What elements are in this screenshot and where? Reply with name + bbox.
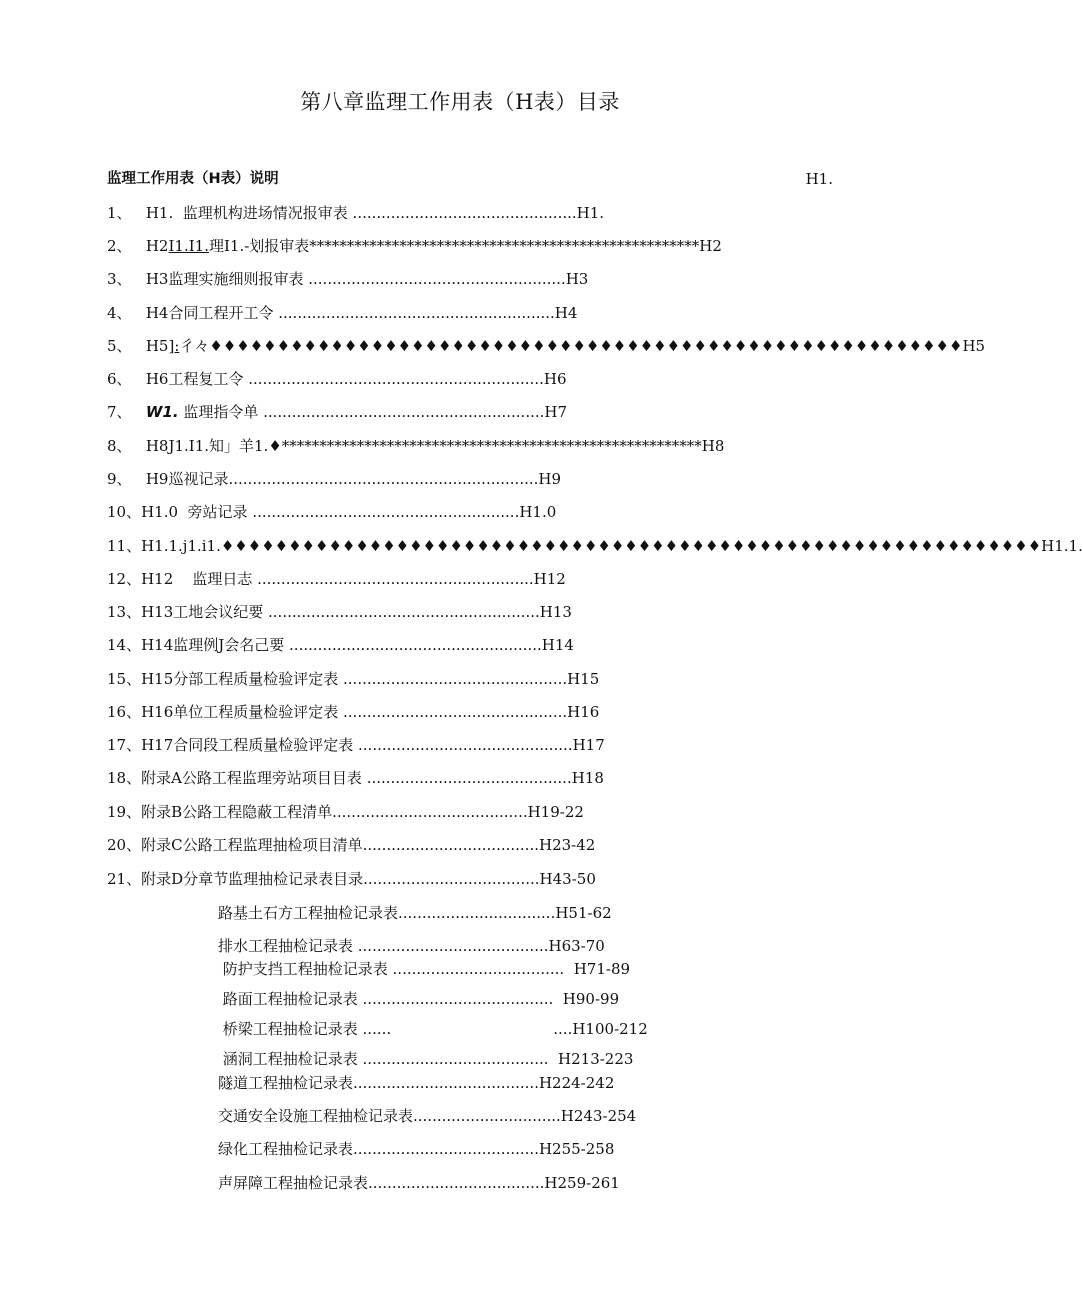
toc-entry-text: 17、H17合同段工程质量检验评定表 .............................................H17 [107, 736, 605, 754]
toc-entry-text: 19、附录B公路工程隐蔽工程清单.........................................H19-22 [107, 803, 584, 821]
toc-subentry-text: 路面工程抽检记录表 ........................................ H90-99 [218, 990, 620, 1008]
toc-entry[interactable] [107, 401, 815, 423]
toc-entry-text: 16、H16单位工程质量检验评定表 ...............................................H16 [107, 703, 600, 721]
toc-subentry[interactable] [218, 1018, 818, 1040]
toc-entry-text: 21、附录D分章节监理抽检记录表目录.....................................H43-50 [107, 870, 596, 888]
toc-entry[interactable] [107, 668, 815, 690]
page-title: 第八章监理工作用表（H表）目录 [300, 90, 620, 114]
toc-subentry[interactable] [218, 1138, 814, 1160]
toc-entry-ital: W1. [145, 403, 179, 421]
toc-entry[interactable] [107, 834, 815, 856]
toc-entry[interactable] [107, 235, 797, 257]
toc-entry-pre: 7、 [107, 403, 146, 421]
toc-entry-text [107, 335, 985, 357]
toc-entry-under: I1.I1. [168, 237, 209, 255]
toc-subentry-text: 排水工程抽检记录表 ........................................H63-70 [218, 937, 605, 955]
toc-subentry[interactable] [218, 935, 814, 957]
toc-entry-text: 10、H1.0 旁站记录 ........................................................H1.0 [107, 503, 557, 521]
toc-entry[interactable] [107, 868, 815, 890]
toc-subentry[interactable] [218, 1172, 814, 1194]
toc-subentry[interactable] [218, 1072, 814, 1094]
toc-subentry-text: 路基土石方工程抽检记录表.................................H51-62 [218, 904, 612, 922]
toc-entry[interactable] [107, 634, 815, 656]
toc-entry-pre: 5、 H5 [107, 337, 169, 355]
toc-entry[interactable] [107, 302, 815, 324]
toc-entry[interactable] [107, 435, 825, 457]
toc-subentry-text: 声屏障工程抽检记录表.....................................H259-261 [218, 1174, 620, 1192]
toc-entry-post: 监理指令单 ...........................................................H7 [178, 403, 568, 421]
toc-entry[interactable] [107, 501, 815, 523]
toc-entry-text [107, 401, 567, 423]
toc-entry-text: 15、H15分部工程质量检验评定表 ...............................................H15 [107, 670, 600, 688]
toc-entry-text: 3、 H3监理实施细则报审表 ......................................................H3 [107, 270, 589, 288]
toc-entry[interactable] [107, 335, 986, 357]
toc-subentry-text: 防护支挡工程抽检记录表 .................................... H71-89 [218, 960, 631, 978]
toc-subentry[interactable] [218, 1105, 814, 1127]
toc-entry-text [107, 235, 722, 257]
toc-entry-text: 1、 H1. 监理机构进场情况报审表 ...............................................H1. [107, 204, 605, 222]
toc-entry[interactable] [107, 202, 813, 224]
toc-entry[interactable] [107, 368, 815, 390]
toc-entry[interactable] [107, 734, 815, 756]
toc-header-page: H1. [805, 170, 833, 188]
toc-entry-text: 12、H12 监理日志 ..........................................................H12 [107, 570, 566, 588]
toc-entry[interactable] [107, 701, 815, 723]
toc-subentry-text: 绿化工程抽检记录表.......................................H255-258 [218, 1140, 615, 1158]
toc-entry[interactable] [107, 601, 815, 623]
toc-entry-text: 14、H14监理例J会名己要 .....................................................H14 [107, 636, 574, 654]
toc-entry-text: 20、附录C公路工程监理抽检项目清单.....................................H23-42 [107, 836, 596, 854]
toc-header-label: 监理工作用表（H表）说明 [107, 171, 279, 187]
toc-entry-post: 彳々♦♦♦♦♦♦♦♦♦♦♦♦♦♦♦♦♦♦♦♦♦♦♦♦♦♦♦♦♦♦♦♦♦♦♦♦♦♦♦♦♦♦♦♦♦♦♦♦♦♦♦♦♦♦♦♦H5 [179, 337, 986, 355]
toc-subentry-text: 隧道工程抽检记录表.......................................H224-242 [218, 1074, 615, 1092]
toc-entry[interactable] [107, 468, 815, 490]
toc-entry-text: 6、 H6工程复工令 ..............................................................H6 [107, 370, 567, 388]
toc-subentry[interactable] [218, 988, 812, 1010]
toc-entry-text: 13、H13工地会议纪要 .........................................................H13 [107, 603, 572, 621]
toc-subentry[interactable] [218, 1048, 814, 1070]
toc-entry[interactable] [107, 568, 815, 590]
toc-entry[interactable] [107, 535, 1083, 557]
toc-subentry[interactable] [218, 902, 814, 924]
toc-entry-post: 理I1.-划报审表****************************************************H2 [208, 237, 722, 255]
toc-entry-under: ]: [168, 337, 180, 355]
toc-header-row[interactable] [107, 168, 833, 190]
toc-subentry-text: 交通安全设施工程抽检记录表...............................H243-254 [218, 1107, 637, 1125]
toc-entry-text: 4、 H4合同工程开工令 ..........................................................H4 [107, 304, 578, 322]
toc-entry-pre: 2、 H2 [107, 237, 169, 255]
toc-entry[interactable] [107, 801, 805, 823]
toc-subentry-text: 涵洞工程抽检记录表 ....................................... H213-223 [218, 1050, 634, 1068]
toc-entry-text: 9、 H9巡视记录.................................................................H9 [107, 470, 562, 488]
toc-entry-text: 18、附录A公路工程监理旁站项目目表 ...........................................H18 [107, 769, 604, 787]
toc-entry[interactable] [107, 268, 815, 290]
toc-subentry-text: 桥梁工程抽检记录表 ...... ....H100-212 [218, 1020, 648, 1038]
toc-entry-text: 8、 H8J1.I1.知」羊1.♦********************************************************H8 [107, 437, 725, 455]
toc-entry-text: 11、H1.1.j1.i1.♦♦♦♦♦♦♦♦♦♦♦♦♦♦♦♦♦♦♦♦♦♦♦♦♦♦♦♦♦♦♦♦♦♦♦♦♦♦♦♦♦♦♦♦♦♦♦♦♦♦♦♦♦♦♦♦♦♦♦♦♦H1.1. [107, 537, 1083, 555]
toc-subentry[interactable] [218, 958, 812, 980]
toc-entry[interactable] [107, 767, 815, 789]
